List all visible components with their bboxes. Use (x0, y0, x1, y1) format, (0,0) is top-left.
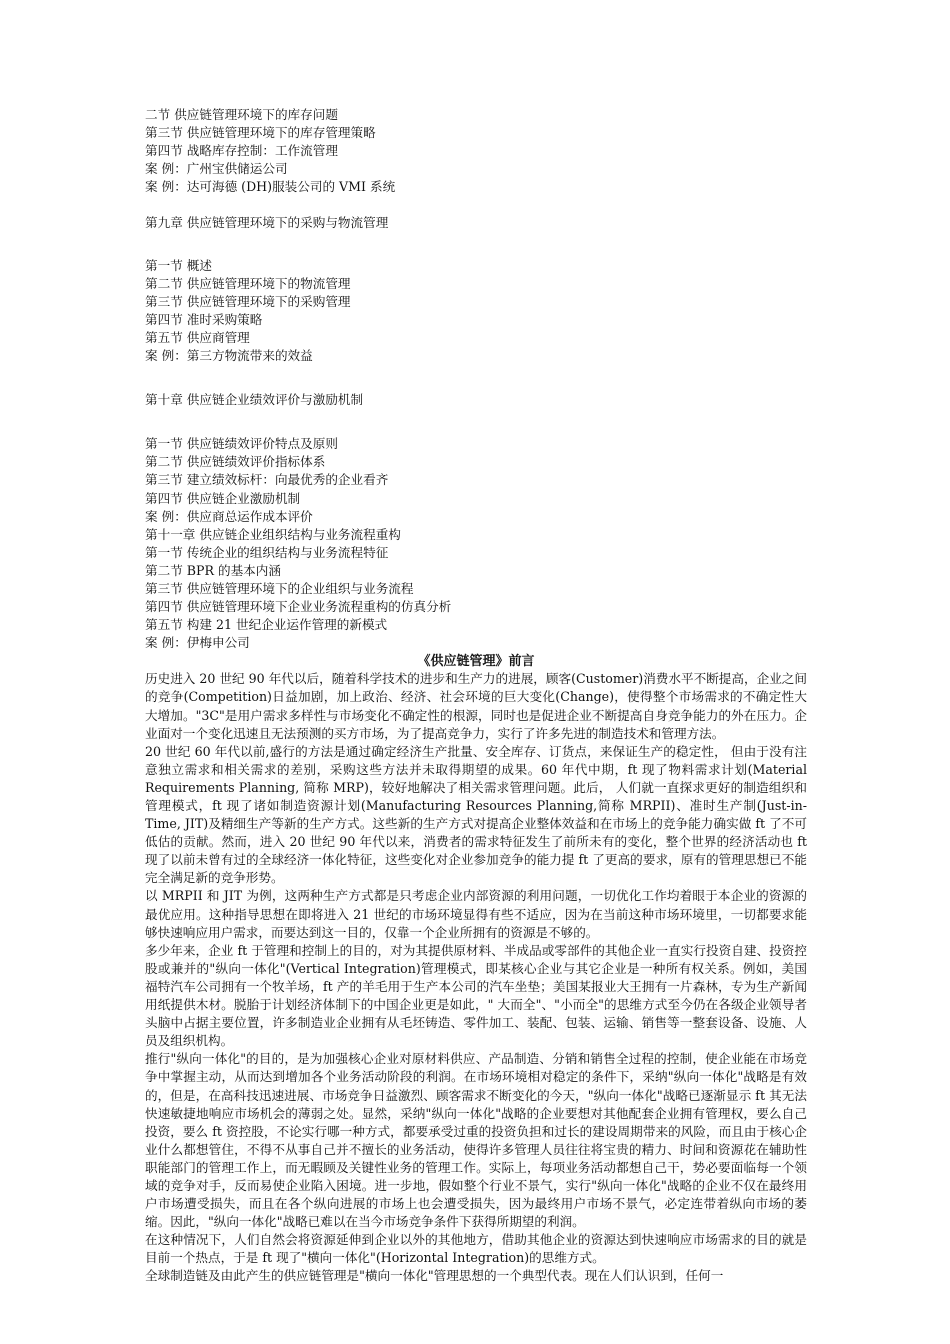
toc-entry: 第四节 供应链管理环境下企业业务流程重构的仿真分析 (145, 599, 452, 615)
toc-entry: 案 例：广州宝供储运公司 (145, 161, 288, 177)
document-page (145, 106, 807, 1286)
toc-entry: 案 例：伊梅申公司 (145, 635, 250, 651)
toc-entry: 第四节 战略库存控制：工作流管理 (145, 143, 338, 159)
paragraph: 以 MRPII 和 JIT 为例，这两种生产方式都是只考虑企业内部资源的利用问题，一切优化工作均着眼于本企业的资源的最优应用。这种指导思想在即将进入 21 世纪的市场环境显得有些不适应，因为在当前这种市场环境里，一切都要求能够快速响应用户需求，而要达到这一目的，仅靠一个企业所拥有的资源是不够的。 (145, 888, 807, 940)
toc-entry: 第四节 准时采购策略 (145, 311, 263, 327)
toc-entry: 案 例：达可海德 (DH)服装公司的 VMI 系统 (145, 179, 396, 195)
paragraph: 在这种情况下，人们自然会将资源延伸到企业以外的其他地方，借助其他企业的资源达到快速响应市场需求的目的就是目前一个热点，于是 ft 现了"横向一体化"(Horizontal Integration)的思维方式。 (145, 1232, 807, 1266)
toc-entry: 案 例：供应商总运作成本评价 (145, 508, 313, 524)
toc-entry: 第三节 建立绩效标杆：向最优秀的企业看齐 (145, 472, 389, 488)
toc-entry: 第五节 供应商管理 (145, 329, 250, 345)
toc-chapter-heading: 第九章 供应链管理环境下的采购与物流管理 (145, 215, 389, 231)
paragraph: 多少年来，企业 ft 于管理和控制上的目的，对为其提供原材料、半成品或零部件的其他企业一直实行投资自建、投资控股或兼并的"纵向一体化"(Vertical Integration)管理模式，即某核心企业与其它企业是一种所有权关系。例如，美国福特汽车公司拥有一个牧羊场，ft 产的羊毛用于生产本公司的汽车坐垫；美国某报业大王拥有一片森林，专为生产新闻用纸提供木材。脱胎于计划经济体制下的中国企业更是如此，" 大而全"、"小而全"的思维方式至今仍在各级企业领导者头脑中占据主要位置，许多制造业企业拥有从毛坯铸造、零件加工、装配、包装、运输、销售等一整套设备、设施、人员及组织机构。 (145, 942, 807, 1049)
toc-entry: 第二节 BPR 的基本内涵 (145, 562, 281, 578)
table-of-contents (145, 106, 807, 652)
toc-chapter-heading: 第十章 供应链企业绩效评价与激励机制 (145, 392, 364, 408)
toc-entry: 第十一章 供应链企业组织结构与业务流程重构 (145, 526, 401, 542)
toc-entry: 第三节 供应链管理环境下的库存管理策略 (145, 125, 376, 141)
paragraph: 推行"纵向一体化"的目的，是为加强核心企业对原材料供应、产品制造、分销和销售全过程的控制，使企业能在市场竞争中掌握主动，从而达到增加各个业务活动阶段的利润。在市场环境相对稳定的条件下，采纳"纵向一体化"战略是有效的，但是，在高科技迅速进展、市场竞争日益激烈、顾客需求不断变化的今天，"纵向一体化"战略已逐渐显示 ft 其无法快速敏捷地响应市场机会的薄弱之处。显然，采纳"纵向一体化"战略的企业要想对其他配套企业拥有管理权，要么自己投资，要么 ft 资控股，不论实行哪一种方式，都要承受过重的投资负担和过长的建设周期带来的风险，而且由于核心企业什么都想管住，不得不从事自己并不擅长的业务活动，使得许多管理人员往往将宝贵的精力、时间和资源花在辅助性职能部门的管理工作上，而无暇顾及关键性业务的管理工作。实际上，每项业务活动都想自己干，势必要面临每一个领域的竞争对手，反而易使企业陷入困境。进一步地，假如整个行业不景气，实行"纵向一体化"战略的企业不仅在最终用户市场遭受损失，而且在各个纵向进展的市场上也会遭受损失，因为最终用户市场不景气，必定连带着纵向市场的萎缩。因此，"纵向一体化"战略已难以在当今市场竞争条件下获得所期望的利润。 (145, 1051, 807, 1230)
toc-entry: 第三节 供应链管理环境下的企业组织与业务流程 (145, 580, 414, 596)
toc-entry: 第一节 供应链绩效评价特点及原则 (145, 436, 338, 452)
paragraph: 全球制造链及由此产生的供应链管理是"横向一体化"管理思想的一个典型代表。现在人们认识到，任何一 (145, 1268, 724, 1284)
toc-entry: 案 例：第三方物流带来的效益 (145, 348, 313, 364)
toc-entry: 第二节 供应链管理环境下的物流管理 (145, 275, 351, 291)
toc-entry: 第一节 传统企业的组织结构与业务流程特征 (145, 544, 389, 560)
paragraph: 历史进入 20 世纪 90 年代以后，随着科学技术的进步和生产力的进展，顾客(Customer)消费水平不断提高，企业之间的竞争(Competition)日益加剧，加上政治、经济、社会环境的巨大变化(Change)，使得整个市场需求的不确定性大大增加。"3C"是用户需求多样性与市场变化不确定性的根源，同时也是促进企业不断提高自身竞争能力的外在压力。企业面对一个变化迅速且无法预测的买方市场，为了提高竞争力，实行了许多先进的制造技术和管理方法。 (145, 671, 807, 741)
preface-title: 《供应链管理》前言 (417, 654, 535, 670)
toc-entry: 第三节 供应链管理环境下的采购管理 (145, 293, 351, 309)
toc-entry: 第一节 概述 (145, 257, 212, 273)
toc-entry: 二节 供应链管理环境下的库存问题 (145, 107, 338, 122)
toc-entry: 第二节 供应链绩效评价指标体系 (145, 454, 326, 470)
toc-entry: 第四节 供应链企业激励机制 (145, 490, 301, 506)
paragraph: 20 世纪 60 年代以前,盛行的方法是通过确定经济生产批量、安全库存、订货点，来保证生产的稳定性， 但由于没有注意独立需求和相关需求的差别，采购这些方法并未取得期望的成果。60 年代中期，ft 现了物料需求计划(Material Requirements Planning, 简称 MRP)，较好地解决了相关需求管理问题。此后， 人们就一直探求更好的制造组织和管理模式，ft 现了诸如制造资源计划(Manufacturing Resources Planning,简称 MRPII)、准时生产制(Just-in-Time, JIT)及精细生产等新的生产方式。这些新的生产方式对提高企业整体效益和在市场上的竞争能力确实做 ft 了不可低估的贡献。然而，进入 20 世纪 90 年代以来，消费者的需求特征发生了前所未有的变化，整个世界的经济活动也 ft 现了以前未曾有过的全球经济一体化特征，这些变化对企业参加竞争的能力提 ft 了更高的要求，原有的管理思想已不能完全满足新的竞争形势。 (145, 743, 807, 886)
toc-entry: 第五节 构建 21 世纪企业运作管理的新模式 (145, 617, 388, 633)
preface-body (145, 670, 807, 1285)
